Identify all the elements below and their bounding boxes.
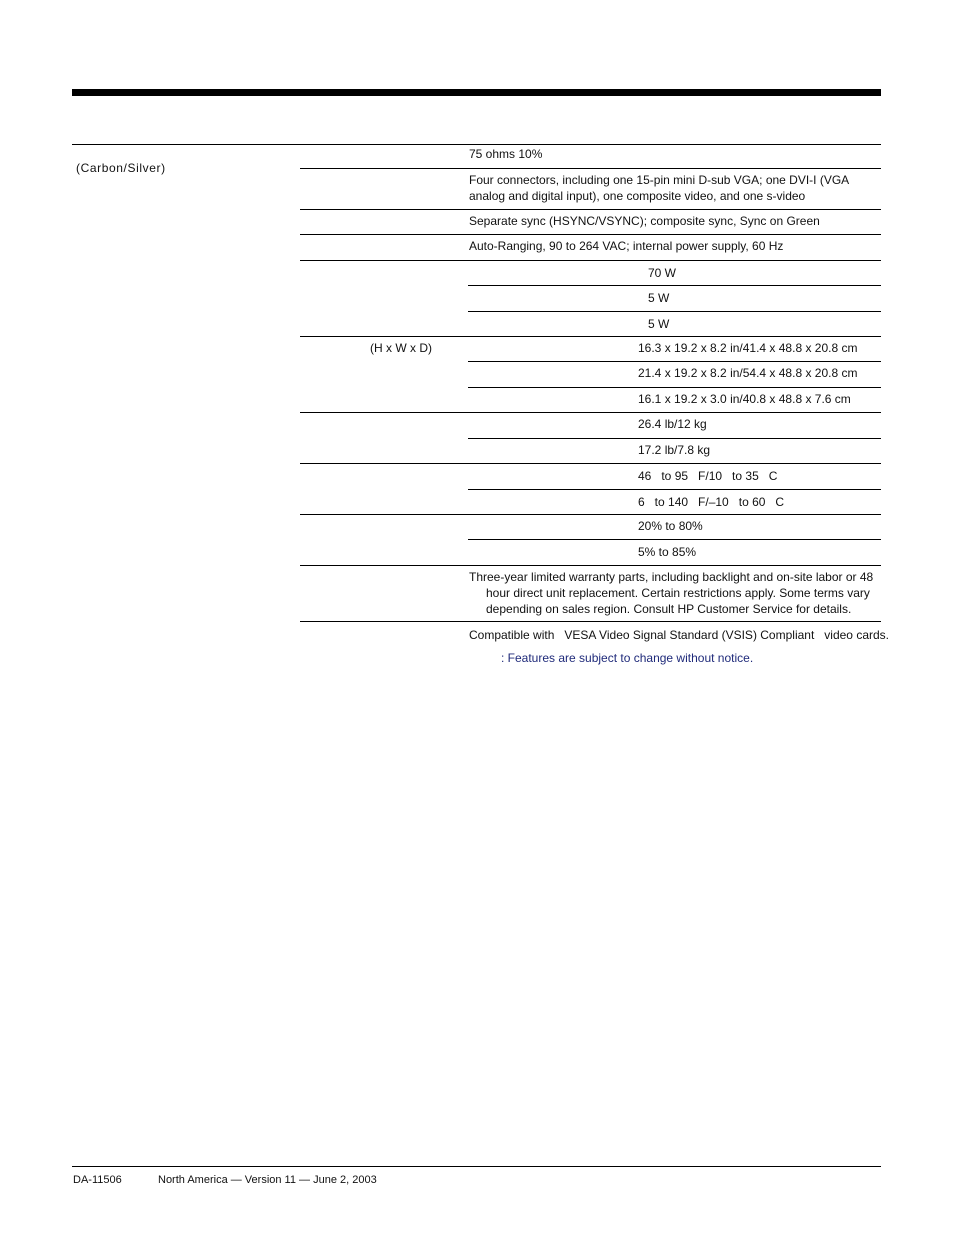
power-consumption-off: 5 W xyxy=(648,317,670,331)
row-rule xyxy=(300,463,881,464)
dimensions-value: 16.1 x 19.2 x 3.0 in/40.8 x 48.8 x 7.6 cm xyxy=(638,392,851,406)
dimensions-unit-label: (H x W x D) xyxy=(370,341,432,355)
subrow-rule xyxy=(468,438,881,439)
power-input-value: Auto-Ranging, 90 to 264 VAC; internal power supply, 60 Hz xyxy=(469,239,784,253)
row-rule xyxy=(300,336,881,337)
subrow-rule xyxy=(468,539,881,540)
dimensions-value: 16.3 x 19.2 x 8.2 in/41.4 x 48.8 x 20.8 cm xyxy=(638,341,858,355)
warranty-value: Three-year limited warranty parts, including backlight and on-site labor or 48 hour direct unit replacement. Certain restrictions apply. Some terms vary depending on sales region. Consult HP Customer Service for details. xyxy=(469,570,874,616)
footer-rule xyxy=(72,1166,881,1167)
product-model-variant: (Carbon/Silver) xyxy=(76,161,166,175)
subrow-rule xyxy=(468,489,881,490)
change-notice: : Features are subject to change without notice. xyxy=(501,651,754,665)
footer-version: North America — Version 11 — June 2, 2003 xyxy=(158,1174,377,1186)
humidity-value: 5% to 85% xyxy=(638,545,697,559)
temperature-value: 46 to 95 F/10 to 35 C xyxy=(638,469,778,483)
temperature-value: 6 to 140 F/–10 to 60 C xyxy=(638,495,785,509)
subrow-rule xyxy=(468,387,881,388)
footer-doc-id: DA-11506 xyxy=(73,1174,122,1186)
row-rule xyxy=(300,621,881,622)
row-rule xyxy=(300,168,881,169)
weight-value: 26.4 lb/12 kg xyxy=(638,417,707,431)
table-top-rule xyxy=(72,144,881,145)
row-rule xyxy=(300,514,881,515)
power-consumption-standby: 5 W xyxy=(648,291,670,305)
header-rule xyxy=(72,89,881,96)
row-rule xyxy=(300,260,881,261)
sync-value: Separate sync (HSYNC/VSYNC); composite sync, Sync on Green xyxy=(469,214,820,228)
humidity-value: 20% to 80% xyxy=(638,519,703,533)
row-rule xyxy=(300,565,881,566)
weight-value: 17.2 lb/7.8 kg xyxy=(638,443,711,457)
compatibility-value: Compatible with VESA Video Signal Standard (VSIS) Compliant video cards. xyxy=(469,628,889,642)
impedance-value: 75 ohms 10% xyxy=(469,147,543,161)
subrow-rule xyxy=(468,285,881,286)
row-rule xyxy=(300,412,881,413)
dimensions-value: 21.4 x 19.2 x 8.2 in/54.4 x 48.8 x 20.8 cm xyxy=(638,366,858,380)
subrow-rule xyxy=(468,311,881,312)
power-consumption-on: 70 W xyxy=(648,266,677,280)
subrow-rule xyxy=(468,361,881,362)
connectors-value: Four connectors, including one 15-pin mini D-sub VGA; one DVI-I (VGA analog and digital input), one composite video, and one s-video xyxy=(469,173,849,203)
row-rule xyxy=(300,209,881,210)
row-rule xyxy=(300,234,881,235)
